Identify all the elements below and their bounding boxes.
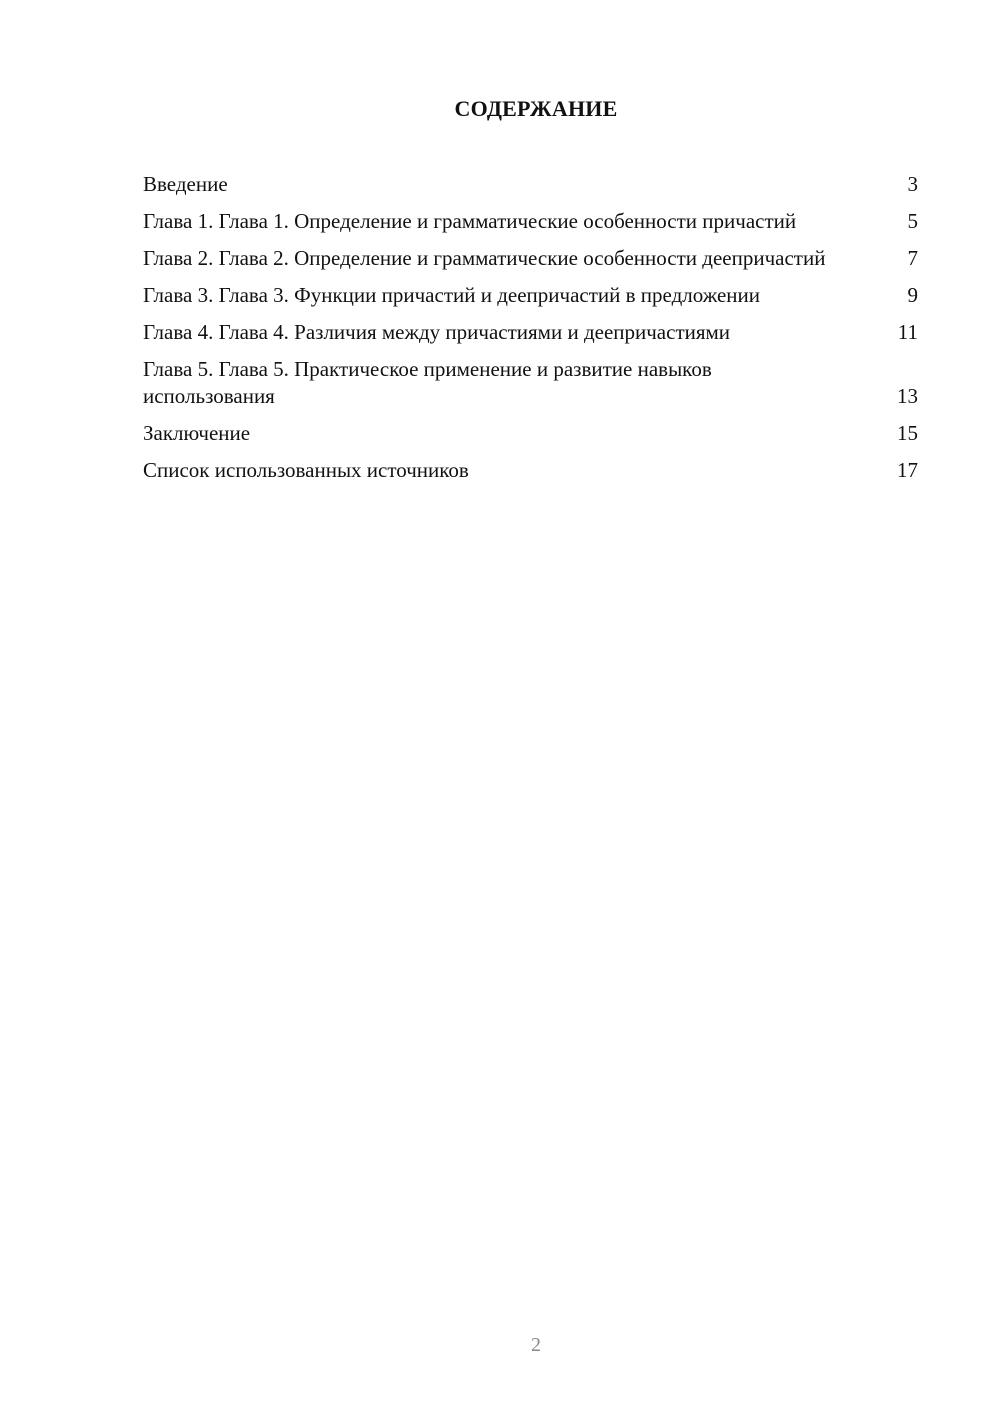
toc-entry-text: Глава 1. Глава 1. Определение и грамматические особенности причастий [143, 209, 797, 233]
toc-entry-page: 11 [897, 320, 918, 344]
toc-entry-chapter-3 [143, 282, 918, 309]
toc-entry-page: 15 [897, 421, 918, 445]
toc-entry-page: 9 [907, 283, 918, 307]
toc-entry-page: 5 [907, 209, 918, 233]
toc-entry-page: 17 [897, 458, 918, 482]
toc-entry-page: 3 [907, 172, 918, 196]
toc-entry-chapter-2 [143, 245, 918, 272]
toc-entry-text: Глава 4. Глава 4. Различия между причастиями и деепричастиями [143, 320, 731, 344]
toc-entry-text: Глава 2. Глава 2. Определение и грамматические особенности деепричастий [143, 246, 826, 270]
toc-entry-conclusion [143, 420, 918, 447]
toc-entry-page: 13 [897, 384, 918, 408]
toc-entry-text: Глава 5. Глава 5. Практическое применение и развитие навыков использования [143, 357, 712, 408]
toc-entry-introduction [143, 171, 918, 198]
toc-entry-references [143, 457, 918, 484]
page-number: 2 [531, 1334, 541, 1356]
toc-entry-chapter-5 [143, 356, 918, 410]
toc-entry-text: Введение [143, 172, 228, 196]
toc-entry-page: 7 [907, 246, 918, 270]
toc-entry-chapter-1 [143, 208, 918, 235]
toc-entry-text: Заключение [143, 421, 251, 445]
toc-title: СОДЕРЖАНИЕ [454, 96, 618, 121]
toc-entry-text: Глава 3. Глава 3. Функции причастий и деепричастий в предложении [143, 283, 760, 307]
toc-entry-chapter-4 [143, 319, 918, 346]
toc-entry-text: Список использованных источников [143, 458, 469, 482]
table-of-contents [143, 171, 918, 494]
